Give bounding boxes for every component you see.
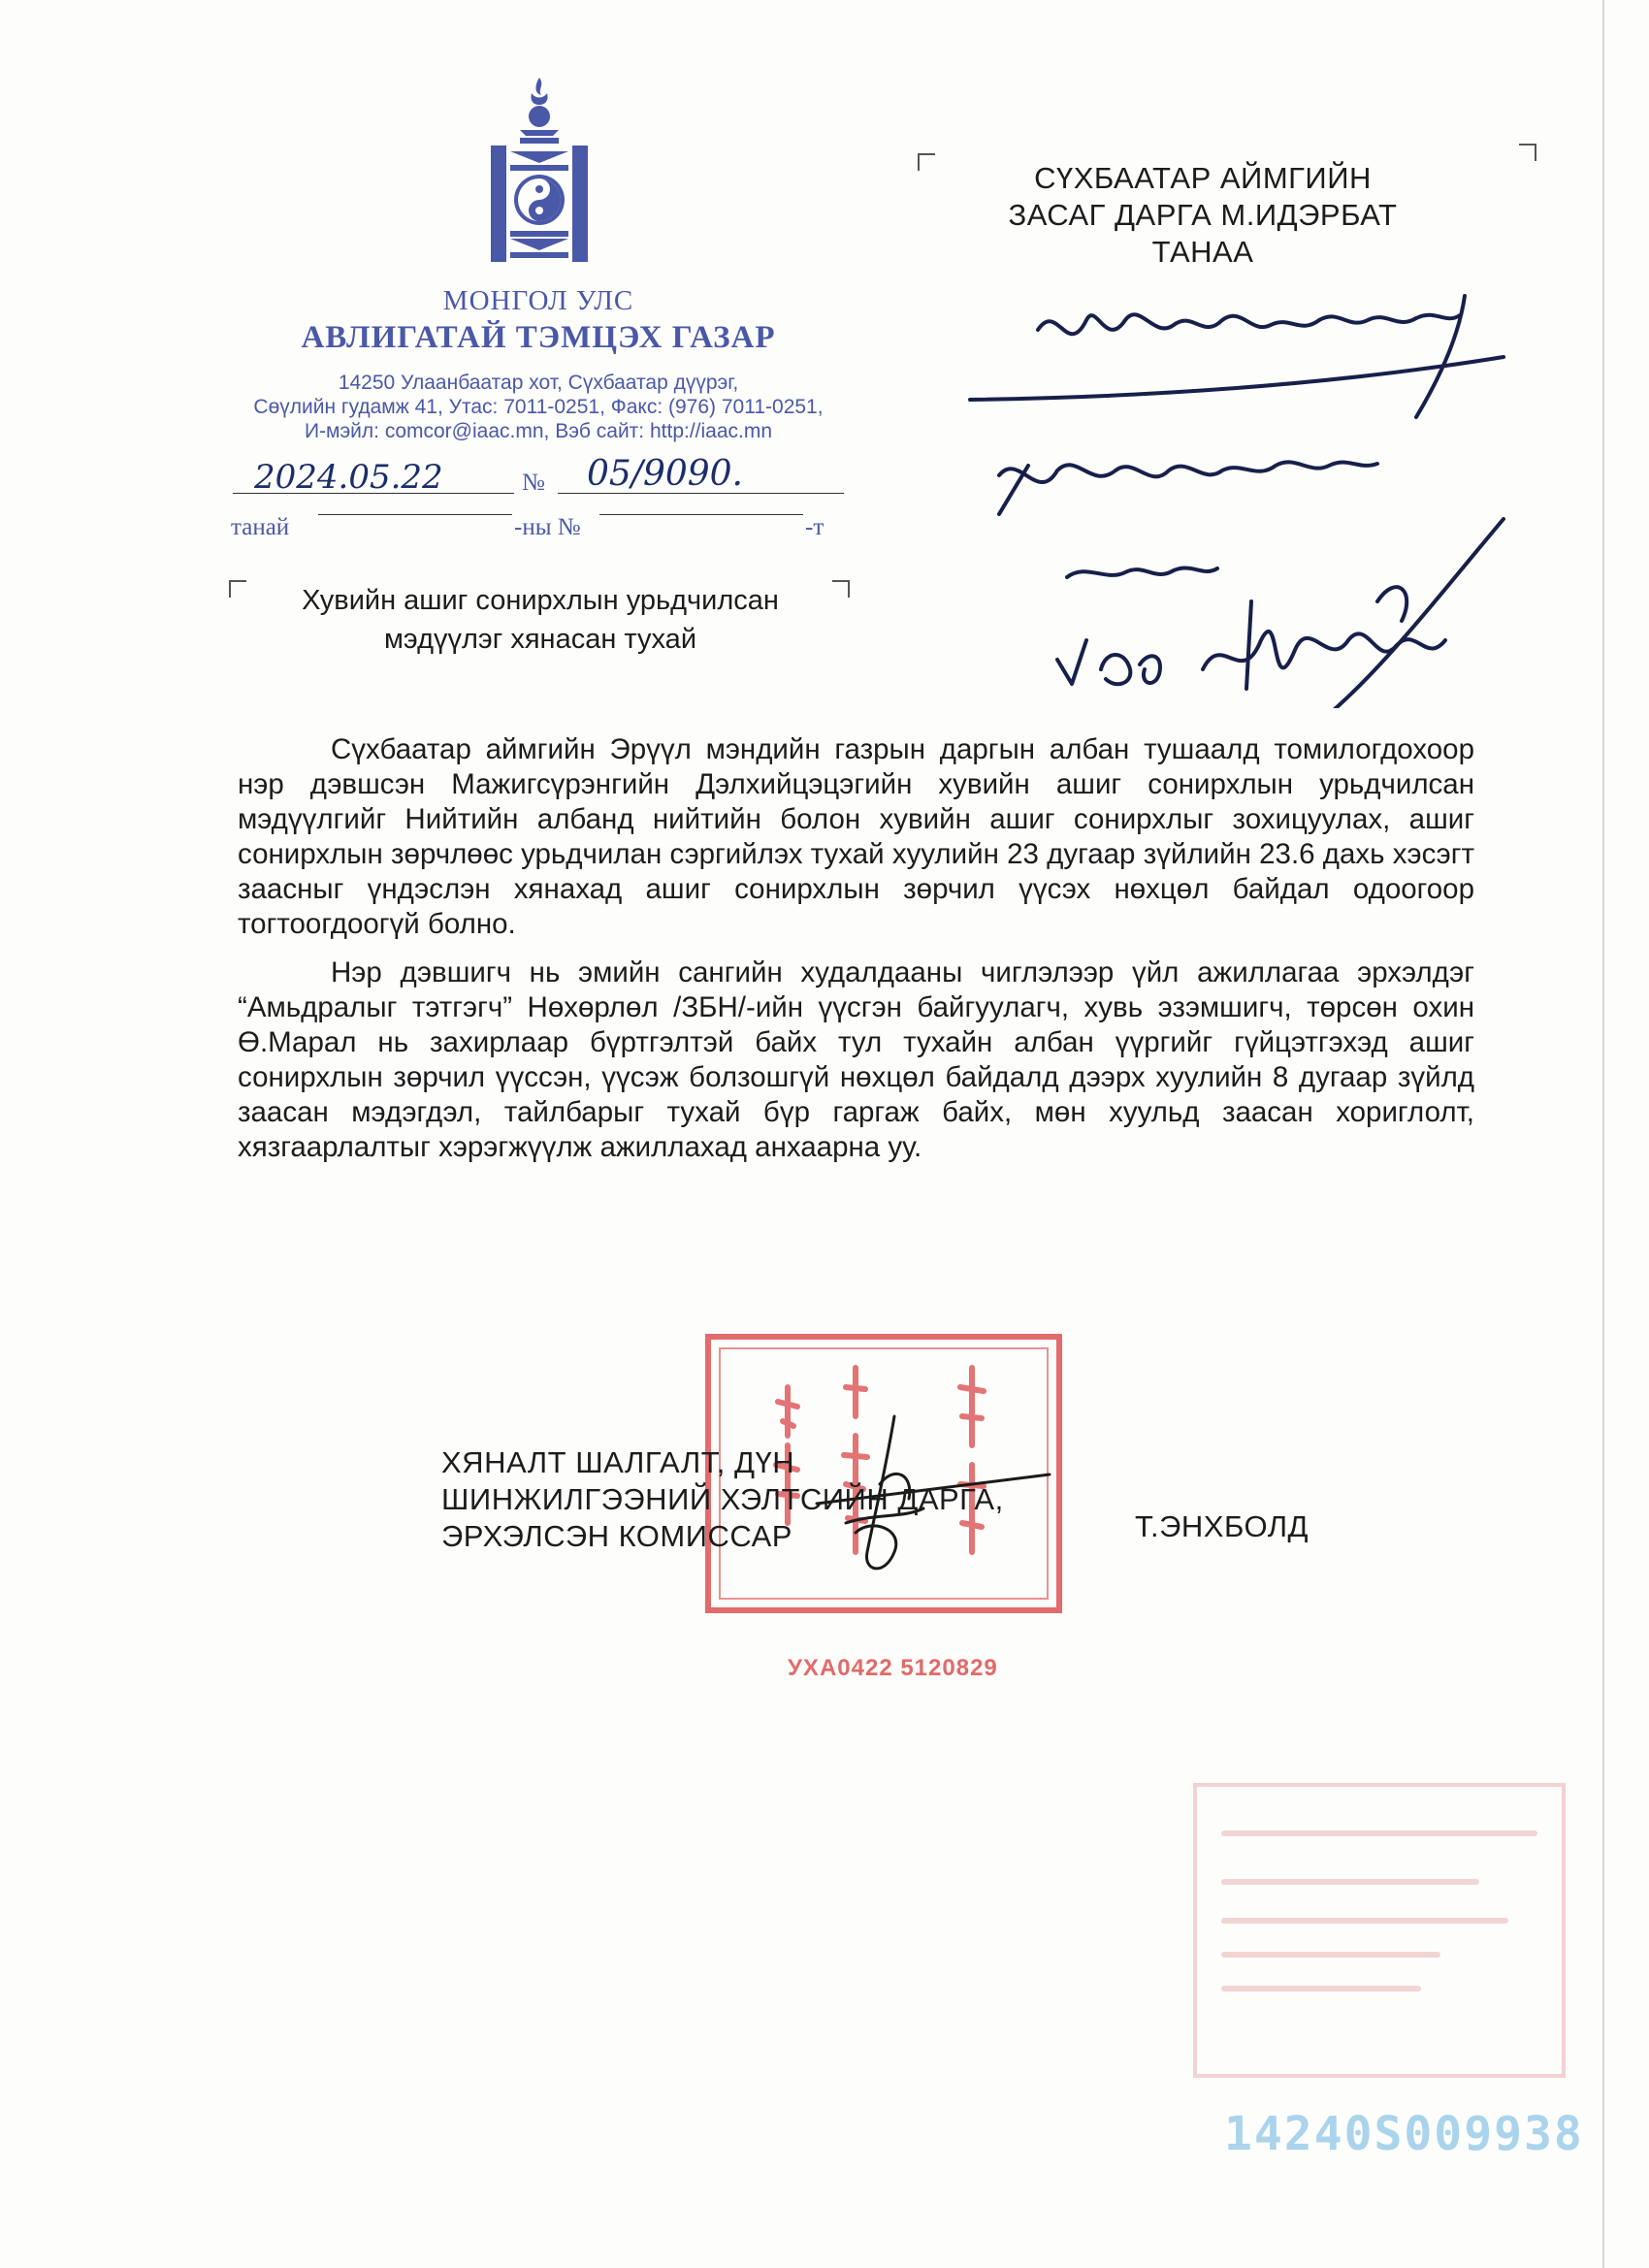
addressee-corner-right (1519, 144, 1536, 161)
subject-corner-left (229, 580, 246, 598)
subject-line-1: Хувийн ашиг сонирхлын урьдчилсан (302, 585, 779, 616)
subject-corner-right (832, 580, 850, 598)
contact-line: Сөүлийн гудамж 41, Утас: 7011-0251, Факс: (976) 7011-0251, (253, 396, 824, 418)
reply-number-label: -ны № (514, 514, 581, 540)
signatory-title-line-1: ХЯНАЛТ ШАЛГАЛТ, ДҮН (441, 1445, 795, 1479)
agency-name: АВЛИГАТАЙ ТЭМЦЭХ ГАЗАР (301, 320, 776, 355)
number-label: № (522, 470, 545, 496)
signatory-name: Т.ЭНХБОЛД (1135, 1509, 1310, 1543)
stamp-number: УХА0422 5120829 (788, 1655, 998, 1681)
signatory-title-line-3: ЭРХЭЛСЭН КОМИССАР (441, 1519, 792, 1553)
handwritten-resolution (960, 281, 1562, 708)
faded-received-stamp (1185, 1775, 1573, 2086)
reply-number-blank (599, 514, 803, 515)
country-name: МОНГОЛ УЛС (442, 285, 634, 316)
body-paragraph-1: Сүхбаатар аймгийн Эрүүл мэндийн газрын даргын албан тушаалд томилогдохоор нэр дэвшсэн Мажигсүрэнгийн Дэлхийцэцэгийн хувийн ашиг сонирхлын урьдчилсан мэдүүлгийг Нийтийн албанд нийтийн болон хувийн ашиг сонирхлыг зохицуулах, ашиг сонирхлын зөрчлөөс урьдчилан сэргийлэх тухай хуулийн 23 дугаар зүйлийн 23.6 дахь хэсэгт заасныг үндэслэн хянахад ашиг сонирхлын зөрчил үүсэх нөхцөл байдал одоогоор тогтоогдоогүй болно. (238, 733, 1474, 940)
reply-to-label: танай (231, 514, 290, 540)
body-paragraph-2: Нэр дэвшигч нь эмийн сангийн худалдааны чиглэлээр үйл ажиллагаа эрхэлдэг “Амьдралыг тэтгэгч” Нөхөрлөл /ЗБН/-ийн үүсгэн байгуулагч, хувь эзэмшигч, төрсөн охин Ө.Марал нь захирлаар бүртгэлтэй байх тул тухайн албан үүргийг гүйцэтгэхэд ашиг сонирхлын зөрчил үүссэн, үүсэж болзошгүй нөхцөл байдалд дээрх хуулийн 8 дугаар зүйлд заасан мэдэгдэл, тайлбарыг тухай бүр гаргаж байх, мөн хуульд заасан хориглолт, хязгаарлалтыг хэрэгжүүлж ажиллахад анхаарна уу. (238, 956, 1474, 1163)
email-website-line: И-мэйл: comcor@iaac.mn, Вэб сайт: http://iaac.mn (304, 420, 773, 442)
reply-reference-row (231, 514, 852, 547)
addressee-line-2: ЗАСАГ ДАРГА М.ИДЭРБАТ (1008, 198, 1398, 232)
addressee-corner-left (918, 153, 935, 171)
page-edge (1602, 0, 1604, 2268)
letter-number: 05/9090. (587, 454, 743, 494)
reply-date-blank (318, 514, 512, 515)
letter-date: 2024.05.22 (254, 458, 443, 497)
address-line: 14250 Улаанбаатар хот, Сүхбаатар дүүрэг, (338, 372, 739, 394)
soyombo-emblem-icon (481, 76, 598, 270)
addressee-line-1: СҮХБААТАР АЙМГИЙН (1034, 161, 1372, 195)
signatory-title-line-2: ШИНЖИЛГЭЭНИЙ ХЭЛТСИЙН ДАРГА, (441, 1482, 1004, 1516)
addressee-line-3: ТАНАА (1151, 235, 1254, 269)
reply-suffix-label: -т (805, 514, 824, 540)
letter-body (238, 732, 1474, 1179)
registration-number: 14240S009938 (1224, 2107, 1584, 2161)
subject-line-2: мэдүүлэг хянасан тухай (383, 624, 697, 655)
